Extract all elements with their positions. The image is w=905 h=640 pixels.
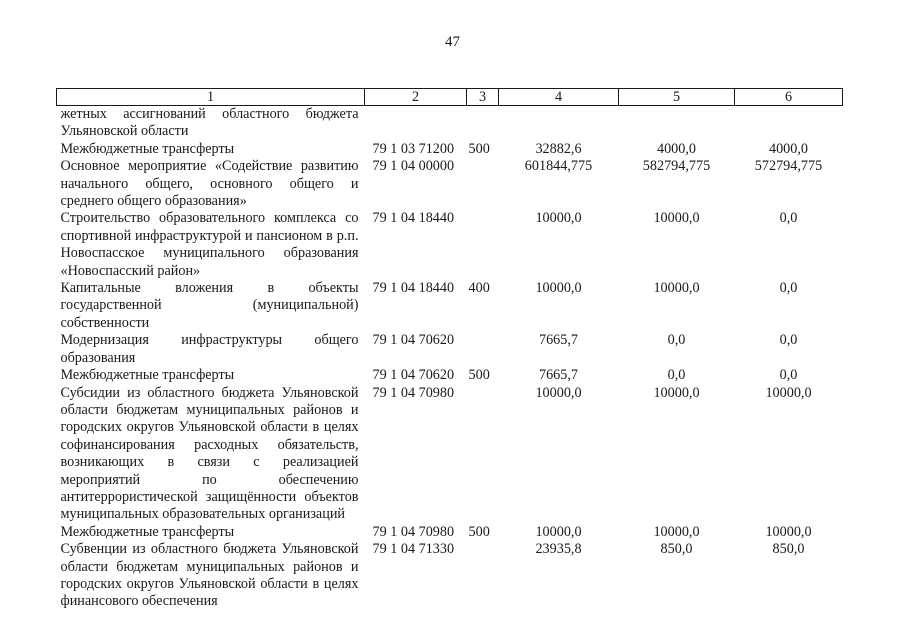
row-type xyxy=(467,385,499,524)
table-row xyxy=(57,106,843,141)
row-code: 79 1 04 18440 xyxy=(372,280,455,297)
row-code: 79 1 04 70980 xyxy=(372,523,455,540)
row-code: 79 1 04 71330 xyxy=(372,541,455,558)
row-description: Субсидии из областного бюджета Ульяновской области бюджетам муниципальных районов и городских округов Ульяновской области в целях софинансирования расходных обязательств, возникающих в связи с реализацией мероприятий по обеспечению антитеррористической защищённости объектов муниципальных образовательных организаций xyxy=(60,384,359,523)
header-col-5: 5 xyxy=(619,89,735,106)
row-description: Капитальные вложения в объекты государственной (муниципальной) собственности xyxy=(60,280,359,331)
row-value-col4: 10000,0 xyxy=(535,384,582,401)
row-type xyxy=(467,106,499,141)
row-description: Основное мероприятие «Содействие развитию начального общего, основного общего и среднего общего образования» xyxy=(60,158,359,210)
table-row xyxy=(57,210,843,280)
row-description: Строительство образовательного комплекса со спортивной инфраструктурой и пансионом в р.п. Новоспасское муниципального образования «Новоспасский район» xyxy=(60,210,359,279)
row-value-col5: 850,0 xyxy=(660,541,693,558)
row-type: 400 xyxy=(468,280,490,297)
row-value-col5 xyxy=(619,106,735,141)
row-code: 79 1 04 00000 xyxy=(372,158,455,175)
row-type xyxy=(467,332,499,367)
row-description: Субвенции из областного бюджета Ульяновской области бюджетам муниципальных районов и городских округов Ульяновской области в целях финансового обеспечения xyxy=(60,541,359,610)
row-code: 79 1 04 70620 xyxy=(372,367,455,384)
row-value-col6: 0,0 xyxy=(779,210,798,227)
row-type: 500 xyxy=(468,367,490,384)
row-value-col6: 572794,775 xyxy=(754,158,823,175)
row-code: 79 1 04 70620 xyxy=(372,332,455,349)
table-row xyxy=(57,158,843,210)
row-value-col4 xyxy=(499,106,619,141)
row-code: 79 1 04 18440 xyxy=(372,210,455,227)
row-code xyxy=(365,106,467,141)
row-value-col6: 0,0 xyxy=(779,280,798,297)
table-row xyxy=(57,141,843,158)
row-value-col4: 10000,0 xyxy=(535,280,582,297)
header-col-6: 6 xyxy=(735,89,843,106)
row-value-col6: 10000,0 xyxy=(765,523,812,540)
row-value-col5: 582794,775 xyxy=(642,158,711,175)
row-description: Межбюджетные трансферты xyxy=(60,523,235,540)
row-type xyxy=(467,158,499,210)
table-header xyxy=(57,89,843,106)
row-description: жетных ассигнований областного бюджета Ульяновской области xyxy=(60,106,359,140)
row-value-col6: 0,0 xyxy=(779,332,798,349)
row-value-col4: 10000,0 xyxy=(535,210,582,227)
table-row xyxy=(57,367,843,384)
table-row xyxy=(57,524,843,541)
row-description: Модернизация инфраструктуры общего образования xyxy=(60,332,359,366)
row-value-col5: 10000,0 xyxy=(653,210,700,227)
header-col-3: 3 xyxy=(467,89,499,106)
row-value-col6: 850,0 xyxy=(772,541,805,558)
row-code: 79 1 04 70980 xyxy=(372,384,455,401)
row-value-col4: 7665,7 xyxy=(538,367,578,384)
row-type: 500 xyxy=(468,140,490,157)
row-type: 500 xyxy=(468,523,490,540)
row-value-col4: 23935,8 xyxy=(535,541,582,558)
table-row xyxy=(57,541,843,611)
page-number: 47 xyxy=(445,34,460,50)
row-value-col6: 10000,0 xyxy=(765,384,812,401)
row-code: 79 1 03 71200 xyxy=(372,140,455,157)
row-value-col4: 10000,0 xyxy=(535,523,582,540)
row-description: Межбюджетные трансферты xyxy=(60,367,235,384)
table-body xyxy=(57,106,843,611)
budget-table xyxy=(56,88,843,611)
table-row xyxy=(57,332,843,367)
row-value-col5: 0,0 xyxy=(667,367,686,384)
row-value-col5: 0,0 xyxy=(667,332,686,349)
table-row xyxy=(57,385,843,524)
row-description: Межбюджетные трансферты xyxy=(60,140,235,157)
row-type xyxy=(467,210,499,280)
row-value-col5: 10000,0 xyxy=(653,523,700,540)
header-col-4: 4 xyxy=(499,89,619,106)
row-value-col6: 0,0 xyxy=(779,367,798,384)
row-value-col4: 32882,6 xyxy=(535,140,582,157)
header-row xyxy=(57,89,843,106)
row-value-col5: 4000,0 xyxy=(656,140,696,157)
table-row xyxy=(57,280,843,332)
row-value-col4: 601844,775 xyxy=(524,158,593,175)
header-col-2: 2 xyxy=(365,89,467,106)
header-col-1: 1 xyxy=(57,89,365,106)
row-type xyxy=(467,541,499,611)
row-value-col6 xyxy=(735,106,843,141)
row-value-col5: 10000,0 xyxy=(653,280,700,297)
row-value-col5: 10000,0 xyxy=(653,384,700,401)
row-value-col6: 4000,0 xyxy=(768,140,808,157)
row-value-col4: 7665,7 xyxy=(538,332,578,349)
